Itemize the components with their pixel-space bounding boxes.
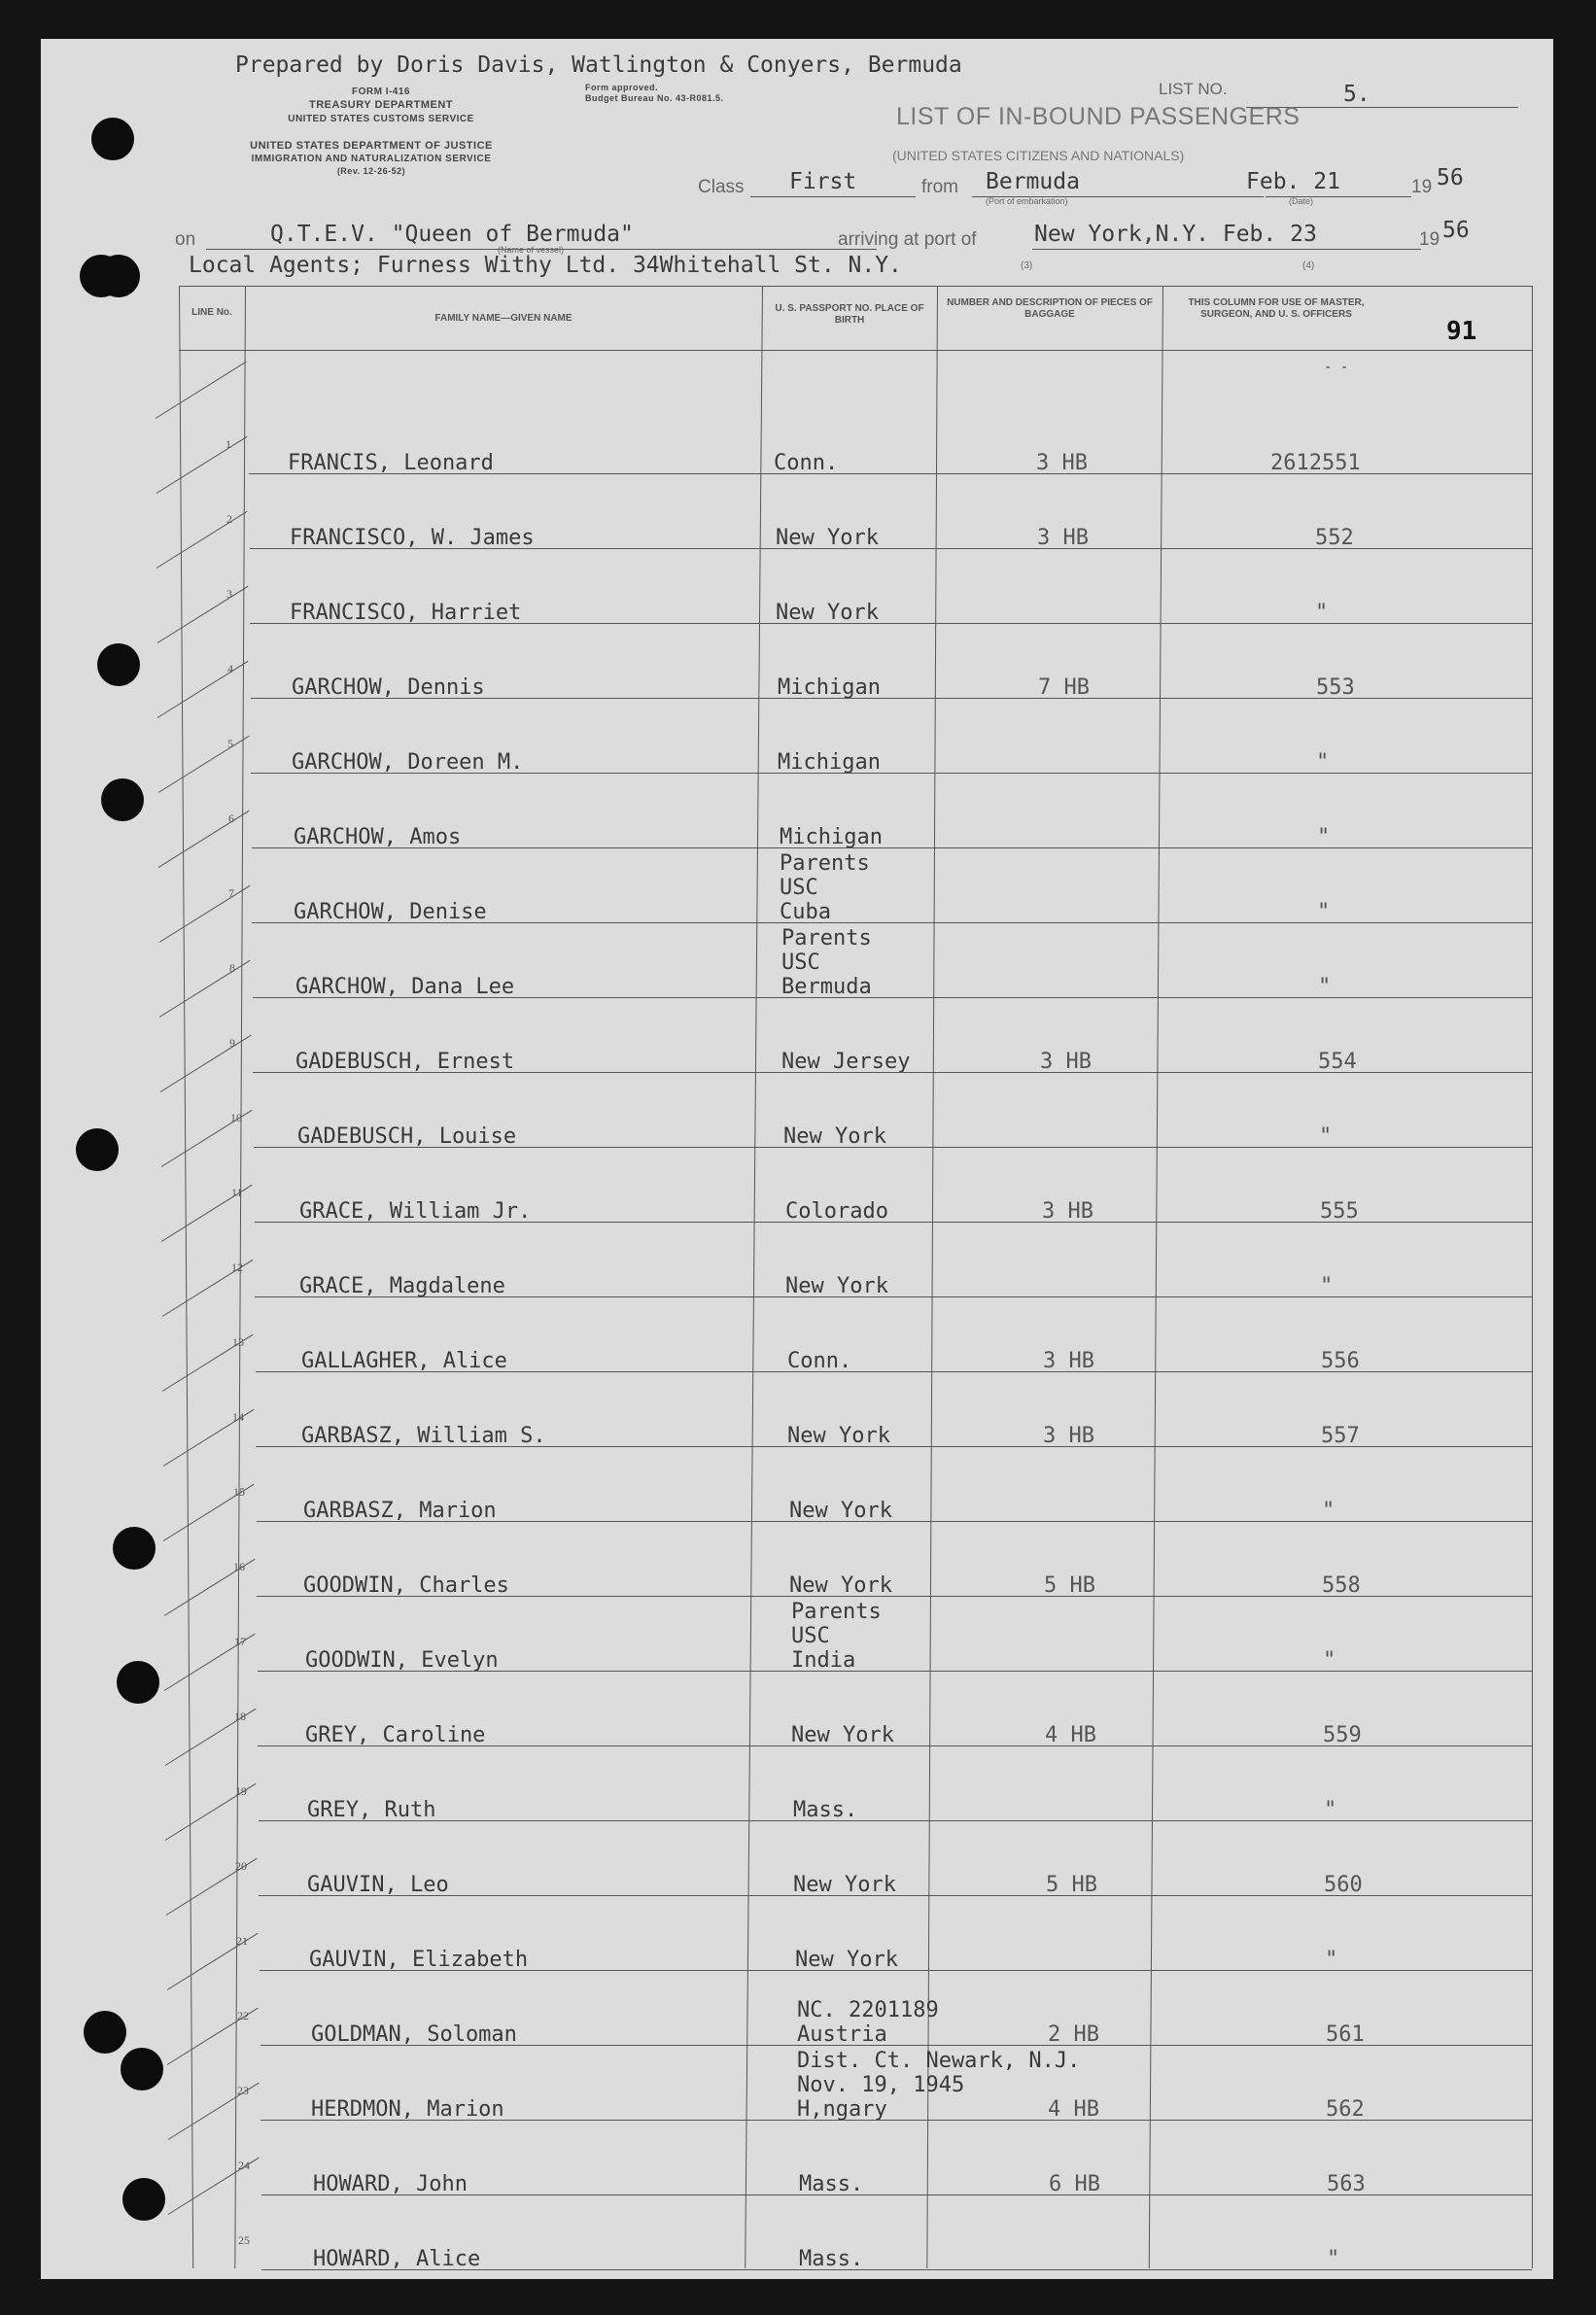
place-of-birth: New York (789, 1573, 892, 1598)
vessel-name: Q.T.E.V. "Queen of Bermuda" (270, 222, 634, 247)
table-row (41, 773, 1553, 847)
on-label: on (175, 229, 196, 250)
place-of-birth: New York (785, 1274, 888, 1298)
official-number: " (1323, 1648, 1336, 1673)
baggage: 3 HB (1036, 451, 1088, 475)
ins-label: IMMIGRATION AND NATURALIZATION SERVICE (251, 154, 492, 164)
table-row (41, 1596, 1553, 1671)
place-of-birth: New Jersey (781, 1050, 911, 1074)
arrival-port-date: New York,N.Y. Feb. 23 (1034, 222, 1317, 247)
line-number: 23 (237, 2084, 249, 2097)
list-subtitle: (UNITED STATES CITIZENS AND NATIONALS) (892, 148, 1185, 163)
line-number: 8 (229, 961, 235, 975)
line-number: 7 (228, 886, 234, 900)
line-number: 16 (233, 1560, 245, 1573)
local-agents: Local Agents; Furness Withy Ltd. 34Whitehall St. N.Y. (189, 253, 902, 278)
list-number: 5. (1343, 82, 1370, 107)
passenger-name: GRACE, William Jr. (299, 1199, 532, 1224)
place-of-birth: Mass. (799, 2172, 864, 2196)
line-number: 19 (235, 1784, 247, 1798)
form-number: FORM I-416 (351, 86, 410, 97)
table-row (41, 997, 1553, 1072)
official-number: 552 (1315, 526, 1354, 550)
vessel-caption: (Name of vessel) (498, 245, 565, 255)
place-of-birth: NC. 2201189 (797, 1998, 939, 2022)
baggage: 3 HB (1037, 526, 1089, 550)
line-number: 22 (237, 2009, 249, 2022)
table-row (41, 1222, 1553, 1296)
revision-label: (Rev. 12-26-52) (336, 166, 406, 176)
official-number: " (1316, 750, 1330, 775)
official-number: " (1317, 825, 1331, 849)
table-row (41, 623, 1553, 698)
prepared-by: Prepared by Doris Davis, Watlington & Conyers, Bermuda (235, 52, 962, 78)
place-of-birth: Dist. Ct. Newark, N.J. (797, 2049, 1081, 2073)
table-row (41, 1446, 1553, 1521)
official-number: " (1325, 1948, 1338, 1972)
line-number: 5 (227, 737, 233, 750)
passenger-name: GOODWIN, Evelyn (305, 1648, 499, 1673)
line-number: 9 (229, 1036, 235, 1050)
punch-hole (122, 2178, 165, 2221)
col-passport: U. S. PASSPORT NO. PLACE OF BIRTH (775, 303, 924, 326)
caption-3: (3) (1021, 260, 1033, 271)
punch-hole (97, 255, 140, 297)
punch-hole (117, 1661, 159, 1704)
table-row (41, 1820, 1553, 1895)
place-of-birth: Michigan (780, 825, 883, 849)
treasury-label: TREASURY DEPARTMENT (308, 99, 454, 111)
table-row (41, 1895, 1553, 1970)
place-of-birth: USC (791, 1624, 830, 1648)
baggage: 3 HB (1043, 1349, 1094, 1373)
official-number: 553 (1316, 675, 1355, 700)
punch-hole (84, 2011, 126, 2054)
line-number: 4 (227, 662, 233, 675)
passenger-name: GARCHOW, Doreen M. (292, 750, 524, 775)
place-of-birth: Michigan (778, 750, 881, 775)
official-number: " (1322, 1499, 1336, 1523)
passenger-name: GAUVIN, Elizabeth (309, 1948, 529, 1972)
place-of-birth: New York (776, 601, 879, 625)
place-of-birth: Parents (780, 851, 870, 876)
punch-hole (101, 778, 144, 821)
baggage: 3 HB (1040, 1050, 1092, 1074)
passenger-name: GARBASZ, William S. (301, 1424, 546, 1448)
table-row (41, 473, 1553, 548)
table-row (41, 1745, 1553, 1820)
passenger-name: GARCHOW, Dennis (292, 675, 485, 700)
table-row (41, 1970, 1553, 2045)
table-row (41, 2120, 1553, 2194)
passenger-name: HOWARD, John (313, 2172, 468, 2196)
official-number: 560 (1324, 1873, 1363, 1897)
passenger-name: GARBASZ, Marion (303, 1499, 497, 1523)
date-caption: (Date) (1289, 196, 1314, 206)
official-number: " (1317, 900, 1331, 924)
line-number: 11 (231, 1186, 243, 1199)
punch-hole (91, 118, 134, 160)
place-of-birth: USC (780, 876, 818, 900)
col-baggage: NUMBER AND DESCRIPTION OF PIECES OF BAGGAGE (947, 297, 1153, 320)
passenger-name: HERDMON, Marion (311, 2097, 504, 2122)
passenger-name: GARCHOW, Denise (294, 900, 487, 924)
baggage: 4 HB (1045, 1723, 1096, 1747)
line-number: 2 (226, 512, 232, 526)
year-prefix: 19 (1411, 177, 1433, 197)
from-label: from (921, 177, 958, 197)
place-of-birth: India (791, 1648, 856, 1673)
official-number: 557 (1321, 1424, 1360, 1448)
place-of-birth: Mass. (793, 1798, 858, 1822)
check-mark (156, 362, 247, 419)
official-number: 2612551 (1270, 451, 1361, 475)
line-number: 14 (232, 1410, 244, 1424)
table-row (41, 398, 1553, 473)
place-of-birth: New York (789, 1499, 892, 1523)
official-number: 563 (1327, 2172, 1366, 2196)
list-title: LIST OF IN-BOUND PASSENGERS (896, 103, 1301, 130)
line-number: 17 (234, 1635, 246, 1648)
table-row (41, 1371, 1553, 1446)
manifest-sheet: Prepared by Doris Davis, Watlington & Conyers, Bermuda FORM I-416 TREASURY DEPARTMENT UNITED STATES CUSTOMS SERVICE UNITED STATES DEPARTMENT OF JUSTICE IMMIGRATION AND NATURALIZATION SERVICE (Rev. 12-26-52) Form approved. Budget Bureau No. 43-R081.5. LIST NO. 5. LIST OF IN-BOUND PASSENGERS (UNITED STATES CITIZENS AND NATIONALS) Class First from Bermuda (Port of embarkation) Feb. 21 (Date) 19 56 on Q.T.E.V. "Queen of Bermuda" (Name of vessel) arriving at port of New York,N.Y. Feb. 23 19 56 Local Agents; Furness Withy Ltd. 34Whitehall St. N.Y. (3) (4) 91 LINE No. FAMILY NAME—GIVEN NAME U. S. PASSPORT NO. PLACE OF BIRTH NUMBER AND DESCRIPTION OF PIECES OF BAGGAGE THIS COLUMN FOR USE OF MASTER, SURGEON, AND U. S. OFFICERS - - 1 FRANCIS, Leonard Conn. 3 HB 2612551 2 FRANCISCO, W. James New York 3 HB 552 3 FRANCISCO, Harriet New York " 4 GARCHOW, Dennis Michigan 7 HB 553 5 GARCHOW, Doreen M. Michigan " 6 GARCHOW, Amos Michigan " 7 GARCHOW, Denise Parents USC Cuba " 8 GARCHOW, Dana Lee Parents USC Bermuda " 9 GADEBUSCH, Ernest New Jersey 3 HB 554 10 GADEBUSCH, Louise New York " 11 GRACE, William Jr. Colorado 3 HB 555 12 GRACE, Magdalene New York " 13 GALLAGHER, Alice Conn. 3 HB 556 14 GARBASZ, William S. New York 3 HB 557 15 GARBASZ, Marion New York " 16 GOODWIN, Charles New York 5 HB 558 17 GOODWIN, Evelyn Parents USC India " 18 GREY, Caroline New York 4 HB 559 19 GREY, Ruth Mass. " 20 GAUVIN, Leo New York 5 HB 560 21 GAUVIN, Elizabeth New York " 22 GOLDMAN, Soloman NC. 2201189 Austria 2 HB 561 23 HERDMON, Marion Dist. Ct. Newark, N.J. Nov. 19, 1945 H,ngary 4 HB 562 24 HOWARD, John Mass. 6 HB 563 25 HOWARD, Alice Mass. " (41, 39, 1553, 2279)
table-row (41, 1072, 1553, 1147)
official-number: 558 (1322, 1573, 1361, 1598)
official-number: 556 (1321, 1349, 1360, 1373)
place-of-birth: New York (795, 1948, 898, 1972)
official-number: 562 (1326, 2097, 1365, 2122)
form-approved: Form approved. (585, 83, 659, 92)
baggage: 6 HB (1049, 2172, 1100, 2196)
punch-hole (76, 1128, 119, 1171)
table-row (41, 922, 1553, 997)
budget-bureau: Budget Bureau No. 43-R081.5. (585, 93, 724, 103)
line-number: 1 (226, 437, 231, 451)
baggage: 4 HB (1048, 2097, 1099, 2122)
table-row (41, 548, 1553, 623)
place-of-birth: New York (787, 1424, 890, 1448)
place-of-birth: Nov. 19, 1945 (797, 2073, 965, 2097)
passenger-name: GADEBUSCH, Louise (297, 1124, 517, 1149)
place-of-birth: New York (783, 1124, 886, 1149)
baggage: 5 HB (1046, 1873, 1097, 1897)
arrival-year-prefix: 19 (1419, 229, 1440, 250)
official-number: 554 (1318, 1050, 1357, 1074)
punch-hole (113, 1527, 156, 1570)
place-of-birth: USC (781, 950, 820, 975)
official-number: 561 (1326, 2022, 1365, 2047)
customs-label: UNITED STATES CUSTOMS SERVICE (288, 114, 474, 124)
place-of-birth: Michigan (778, 675, 881, 700)
line-number: 18 (234, 1710, 246, 1723)
place-of-birth: New York (776, 526, 879, 550)
passenger-name: GADEBUSCH, Ernest (295, 1050, 515, 1074)
place-of-birth: Parents (781, 926, 872, 950)
passenger-name: GARCHOW, Amos (294, 825, 462, 849)
official-number: " (1324, 1798, 1337, 1822)
port-caption: (Port of embarkation) (986, 196, 1068, 206)
line-number: 15 (233, 1485, 245, 1499)
list-no-label: LIST NO. (1159, 80, 1228, 98)
line-number: 6 (228, 812, 234, 825)
col-name: FAMILY NAME—GIVEN NAME (434, 313, 572, 324)
passenger-name: GOODWIN, Charles (303, 1573, 509, 1598)
class-value: First (789, 169, 857, 194)
table-row (41, 1147, 1553, 1222)
baggage: 3 HB (1043, 1424, 1094, 1448)
passenger-name: GOLDMAN, Soloman (311, 2022, 517, 2047)
table-row (41, 2194, 1553, 2269)
place-of-birth: Conn. (787, 1349, 852, 1373)
table-row (41, 847, 1553, 922)
baggage: 7 HB (1038, 675, 1090, 700)
passenger-name: FRANCISCO, W. James (290, 526, 535, 550)
passenger-name: GARCHOW, Dana Lee (295, 975, 515, 999)
official-number: " (1319, 1124, 1333, 1149)
table-row (41, 2045, 1553, 2120)
place-of-birth: Parents (791, 1600, 882, 1624)
passenger-name: FRANCISCO, Harriet (290, 601, 522, 625)
passenger-name: GAUVIN, Leo (307, 1873, 449, 1897)
place-of-birth: Conn. (774, 451, 839, 475)
table-row (41, 1521, 1553, 1596)
baggage: 3 HB (1042, 1199, 1093, 1224)
official-number: " (1318, 975, 1332, 999)
place-of-birth: Cuba (780, 900, 831, 924)
passenger-name: GALLAGHER, Alice (301, 1349, 507, 1373)
col-official: THIS COLUMN FOR USE OF MASTER, SURGEON, AND U. S. OFFICERS (1188, 297, 1365, 320)
table-row (41, 698, 1553, 773)
punch-hole (97, 643, 140, 686)
passenger-name: GREY, Caroline (305, 1723, 486, 1747)
table-row (41, 1296, 1553, 1371)
class-label: Class (698, 177, 745, 197)
official-number: " (1327, 2247, 1340, 2271)
line-number: 13 (232, 1335, 244, 1349)
line-number: 3 (226, 587, 232, 601)
passenger-name: FRANCIS, Leonard (288, 451, 494, 475)
line-number: 10 (230, 1111, 242, 1124)
passenger-name: GREY, Ruth (307, 1798, 436, 1822)
official-number: 555 (1320, 1199, 1359, 1224)
arrival-year-suffix: 56 (1442, 218, 1470, 243)
line-number: 24 (238, 2159, 250, 2172)
col-line-no: LINE No. (191, 307, 232, 318)
punch-hole (121, 2048, 163, 2090)
official-number: " (1320, 1274, 1334, 1298)
place-of-birth: New York (793, 1873, 896, 1897)
line-number: 25 (238, 2233, 250, 2247)
page-number: 91 (1446, 317, 1477, 346)
line-number: 20 (235, 1859, 247, 1873)
passenger-name: GRACE, Magdalene (299, 1274, 505, 1298)
place-of-birth: Bermuda (781, 975, 872, 999)
embarkation-date: Feb. 21 (1246, 169, 1340, 194)
table-row (41, 1671, 1553, 1745)
official-number: 559 (1323, 1723, 1362, 1747)
passenger-name: HOWARD, Alice (313, 2247, 481, 2271)
place-of-birth: Mass. (799, 2247, 864, 2271)
baggage: 2 HB (1048, 2022, 1099, 2047)
row-rule (261, 2269, 1532, 2270)
year-suffix: 56 (1437, 165, 1464, 190)
official-number: " (1315, 601, 1329, 625)
line-number: 12 (231, 1261, 243, 1274)
place-of-birth: H,ngary (797, 2097, 887, 2122)
place-of-birth: New York (791, 1723, 894, 1747)
arriving-label: arriving at port of (838, 229, 977, 250)
line-number: 21 (236, 1934, 248, 1948)
caption-4: (4) (1302, 260, 1315, 271)
place-of-birth: Colorado (785, 1199, 888, 1224)
place-of-birth: Austria (797, 2022, 887, 2047)
justice-label: UNITED STATES DEPARTMENT OF JUSTICE (250, 140, 493, 152)
embarkation-port: Bermuda (986, 169, 1080, 194)
baggage: 5 HB (1044, 1573, 1095, 1598)
